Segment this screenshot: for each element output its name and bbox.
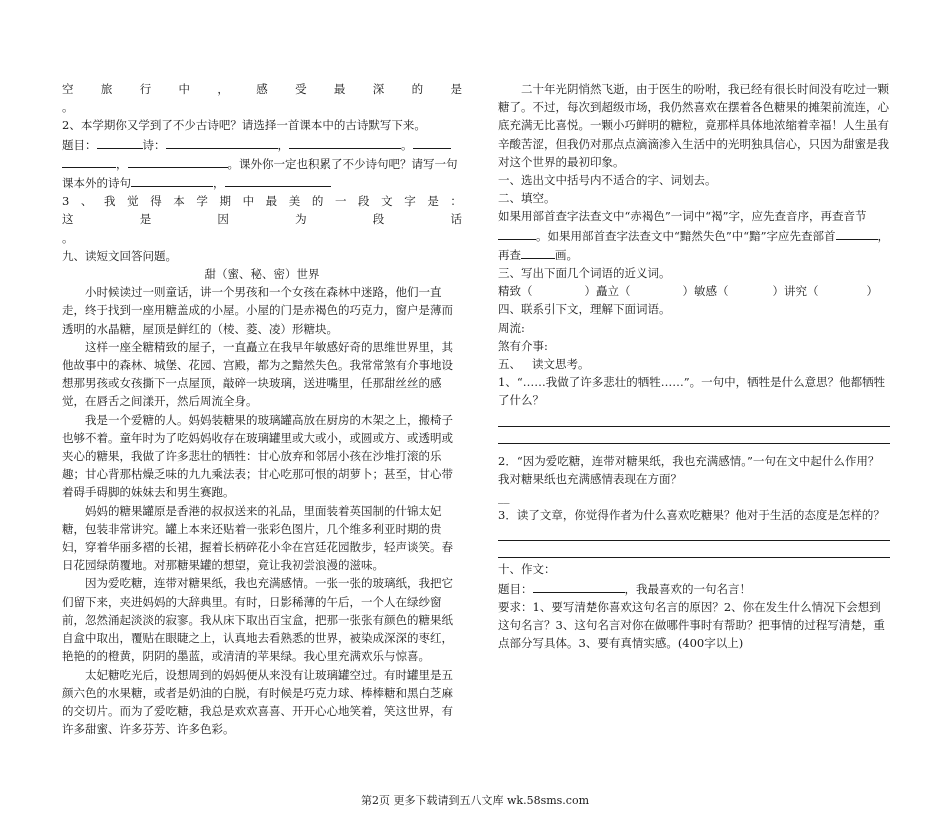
char: ， xyxy=(217,82,229,96)
label: ，再查 xyxy=(498,228,890,262)
essay-title-blank[interactable] xyxy=(533,579,625,593)
term-zhouliu: 周流: xyxy=(498,320,525,335)
label: 题目： xyxy=(498,581,533,596)
article-paragraph: 二十年光阴悄然飞逝，由于医生的吩咐，我已经有很长时间没有吃过一颗糖了。不过，每次到超级市场，我仍然喜欢在摆着各色糖果的摊架前流连，心底充满无比喜悦。一颗小巧鲜明的糖粒，竟那样具体地浓缩着幸福！人生虽有辛酸苦涩，但我仍对那点点滴滴渗入生活中的光明独具信心，只因为甜蜜是我对这个世界的最初印象。 xyxy=(498,82,889,169)
article-paragraph: 这样一座全糖精致的屋子，一直矗立在我早年敏感好奇的思维世界里，其他故事中的森林、城堡、花园、宫殿，都为之黯然失色。我常常煞有介事地设想那男孩或女孩撕下一点屋顶，敲碎一块玻璃，送进嘴里，任那甜丝丝的感觉，在唇舌之间漾开，然后周流全身。 xyxy=(62,339,453,409)
article-paragraph: 小时候读过一则童话，讲一个男孩和一个女孩在森林中迷路，他们一直走，终于找到一座用糖盖成的小屋。小屋的门是赤褐色的巧克力，窗户是薄而透明的水晶糖，屋顶是鲜红的（棱、菱、凌）形糖块。 xyxy=(62,285,453,336)
label: 。课外你一定也积累了不少诗句吧？请写一句课本外的诗句 xyxy=(62,156,458,191)
q3-line3: 。 xyxy=(62,230,74,245)
answer-line[interactable] xyxy=(498,543,890,558)
question-ten: 十、作文： xyxy=(498,562,556,577)
q3-line1 xyxy=(62,192,462,210)
char: 中 xyxy=(242,194,255,209)
question-two-body xyxy=(498,207,890,264)
article-paragraph: 妈妈的糖果罐原是香港的叔叔送来的礼品，里面装着英国制的什锦太妃糖，包装非常讲究。罐上本来还贴着一张彩色图片，几个维多利亚时期的贵妇，穿着华丽多褶的长裙，握着长柄碎花小伞在宫廷花园散步，轻声谈笑。春日花园绿荫覆地。对那糖果罐的想望，竟让我初尝浪漫的滋味。 xyxy=(62,503,453,573)
char: 一 xyxy=(334,194,347,209)
label: 如果用部首查字法查文中“赤褐色”一词中“褐”字，应先查音序，再查音节 xyxy=(498,209,867,224)
char: 3 xyxy=(62,194,70,209)
page-footer: 第2页 更多下载请到五八文库 wk.58sms.com xyxy=(361,794,589,807)
char: 文 xyxy=(381,194,393,209)
essay-topic xyxy=(498,579,890,598)
synonym-row xyxy=(498,282,890,300)
char: 这 xyxy=(62,212,74,227)
answer-line[interactable] xyxy=(498,429,890,444)
label: ， xyxy=(116,156,128,171)
char: 是 xyxy=(450,82,462,96)
char: 受 xyxy=(295,82,307,96)
label: 。如果用部首查字法查文中“黯然失色”中“黯”字应先查部首 xyxy=(536,228,836,243)
extra-poem-blank-2[interactable] xyxy=(225,173,331,187)
poem-blank-2[interactable] xyxy=(289,135,401,149)
char: 的 xyxy=(411,82,424,96)
label: 。 xyxy=(401,137,413,152)
radical-blank[interactable] xyxy=(836,226,878,240)
article-title: 甜（蜜、秘、密）世界 xyxy=(204,267,320,282)
right-column xyxy=(498,80,890,652)
char: 得 xyxy=(150,194,162,209)
q1-line1 xyxy=(62,80,462,98)
answer-line[interactable] xyxy=(498,412,890,427)
char: 的 xyxy=(311,194,324,209)
question-5-2-tail: __ xyxy=(498,490,510,505)
poem-blank-5[interactable] xyxy=(128,154,228,168)
char: 学 xyxy=(196,194,208,209)
syllable-blank[interactable] xyxy=(498,226,536,240)
label: ， xyxy=(277,137,289,152)
char: 我 xyxy=(104,194,116,209)
label: 画。 xyxy=(555,247,578,262)
article-paragraph: 因为爱吃糖，连带对糖果纸，我也充满感情。一张一张的玻璃纸，我把它们留下来，夹进妈妈的大辞典里。有时，日影稀薄的午后，一个人在绿纱窗前，忽然涌起淡淡的寂寥。我从床下取出百宝盒，把那一张张有颜色的糖果纸自盒中取出，覆贴在眼睫之上，认真地去看熟悉的世界，被染成深深的枣红，艳艳的的橙黄，阴阴的墨蓝，或清清的苹果绿。我心里充满欢乐与惊喜。 xyxy=(62,576,453,664)
synonym-label: 精致（ xyxy=(498,284,533,299)
char: 字 xyxy=(404,194,416,209)
stroke-blank[interactable] xyxy=(521,245,555,259)
essay-requirements: 要求：1、要写清楚你喜欢这句名言的原因？2、你在发生什么情况下会想到这句名言？3、这句名言对你在做哪件事时有帮助？把事情的过程写清楚，重点部分写具体。3、要有真情实感。(400字以上) xyxy=(498,599,885,651)
char: 段 xyxy=(372,212,385,227)
char: 本 xyxy=(173,194,185,209)
char: 段 xyxy=(358,194,370,209)
article-paragraph: 我是一个爱糖的人。妈妈装糖果的玻璃罐高放在厨房的木架之上，搬椅子也够不着。童年时为了吃妈妈收存在玻璃罐里或大或小，或圆或方、或透明或夹心的糖果，我做了许多悲壮的牺牲：甘心放弃和邻居小孩在沙堆打滚的乐趣；甘心背那枯燥乏味的九九乘法表；甘心吃那可恨的胡萝卜；甚至，甘心带着碍手碍脚的妹妹去和男生赛跑。 xyxy=(62,412,453,500)
label: ， xyxy=(213,176,225,191)
synonym-label: ） xyxy=(866,284,878,299)
question-three: 三、写出下面几个词语的近义词。 xyxy=(498,266,671,281)
q1-line2: 。 xyxy=(62,100,74,115)
char: 是 xyxy=(427,194,439,209)
synonym-label: ）敏感（ xyxy=(682,284,729,299)
char: 行 xyxy=(139,82,152,96)
question-five: 五、 读文思考。 xyxy=(498,357,590,372)
char: 感 xyxy=(256,82,268,96)
synonym-label: ）矗立（ xyxy=(584,284,631,299)
label: 题目： xyxy=(62,137,97,152)
question-two: 二、填空。 xyxy=(498,191,556,206)
char: 是 xyxy=(139,212,152,227)
answer-line[interactable] xyxy=(498,526,890,541)
char: 最 xyxy=(265,194,278,209)
q3-line2 xyxy=(62,210,462,228)
char: 期 xyxy=(219,194,231,209)
char: 、 xyxy=(80,194,93,209)
char: 旅 xyxy=(100,82,113,96)
char: 中 xyxy=(178,82,191,96)
title-blank[interactable] xyxy=(97,135,143,149)
section-9-title: 九、读短文回答问题。 xyxy=(62,248,177,263)
label: ，我最喜欢的一句名言！ xyxy=(624,581,751,596)
char: 因 xyxy=(217,212,229,227)
question-5-3: 3．读了文章，你觉得作者为什么喜欢吃糖果？他对于生活的态度是怎样的？ xyxy=(498,508,885,523)
poem-blank-1[interactable] xyxy=(166,135,278,149)
question-one: 一、选出文中括号内不适合的字、词划去。 xyxy=(498,173,717,188)
label: 诗： xyxy=(142,137,166,152)
question-5-1: 1、“……我做了许多悲壮的牺牲……”。一句中，牺牲是什么意思？他都牺牲了什么？ xyxy=(498,375,886,408)
poem-blank-3[interactable] xyxy=(413,135,451,149)
poem-blank-4[interactable] xyxy=(62,154,116,168)
q2-fill xyxy=(62,135,462,193)
char: 话 xyxy=(450,212,462,227)
left-column xyxy=(62,80,462,738)
char: ： xyxy=(450,194,462,209)
char: 空 xyxy=(62,82,74,96)
char: 深 xyxy=(372,82,385,96)
q2-text: 2、本学期你又学到了不少古诗吧？请选择一首课本中的古诗默写下来。 xyxy=(62,118,426,133)
char: 为 xyxy=(295,212,307,227)
synonym-label: ）讲究（ xyxy=(772,284,819,299)
question-5-2: 2．“因为爱吃糖，连带对糖果纸，我也充满感情。”一句在文中起什么作用？我对糖果纸也充满感情表现在方面？ xyxy=(498,453,880,486)
question-four: 四、联系引下文，理解下面词语。 xyxy=(498,302,671,317)
char: 觉 xyxy=(127,194,139,209)
article-paragraph: 太妃糖吃光后，设想周到的妈妈便从来没有让玻璃罐空过。有时罐里是五颜六色的水果糖，或者是奶油的白脱，有时候是巧克力球、棒棒糖和黑白芝麻的交切片。而为了爱吃糖，我总是欢欢喜喜、开开心心地笑着，笑这世界，有许多甜蜜、许多芬芳、许多色彩。 xyxy=(62,667,453,737)
char: 美 xyxy=(288,194,301,209)
extra-poem-blank-1[interactable] xyxy=(131,173,213,187)
char: 最 xyxy=(333,82,346,96)
term-shayoujieshi: 煞有介事: xyxy=(498,338,548,353)
